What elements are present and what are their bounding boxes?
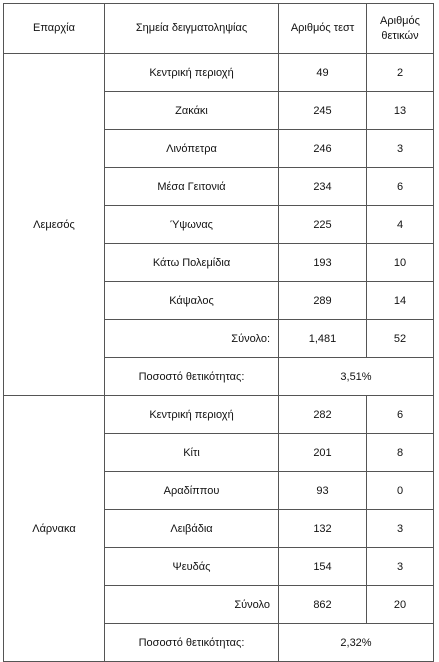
- positives-cell: 13: [367, 92, 434, 130]
- sampling-point-cell: Κάτω Πολεμίδια: [105, 244, 279, 282]
- tests-cell: 201: [279, 434, 367, 472]
- tests-cell: 246: [279, 130, 367, 168]
- total-label: Σύνολο:: [105, 320, 279, 358]
- tests-cell: 132: [279, 510, 367, 548]
- total-positives: 20: [367, 586, 434, 624]
- positivity-rate-value: 3,51%: [279, 358, 434, 396]
- header-positives: Αριθμός θετικών: [367, 4, 434, 54]
- table-body: [4, 54, 434, 662]
- header-tests: Αριθμός τεστ: [279, 4, 367, 54]
- sampling-point-cell: Λειβάδια: [105, 510, 279, 548]
- positivity-rate-label: Ποσοστό θετικότητας:: [105, 358, 279, 396]
- positives-cell: 14: [367, 282, 434, 320]
- positives-cell: 3: [367, 548, 434, 586]
- positives-cell: 0: [367, 472, 434, 510]
- table-row: [4, 54, 434, 92]
- sampling-point-cell: Ύψωνας: [105, 206, 279, 244]
- sampling-point-cell: Κίτι: [105, 434, 279, 472]
- province-cell: Λεμεσός: [4, 54, 105, 396]
- tests-cell: 234: [279, 168, 367, 206]
- sampling-point-cell: Ψευδάς: [105, 548, 279, 586]
- header-province: Επαρχία: [4, 4, 105, 54]
- results-table: [3, 3, 434, 662]
- positives-cell: 3: [367, 510, 434, 548]
- positives-cell: 6: [367, 168, 434, 206]
- sampling-point-cell: Ζακάκι: [105, 92, 279, 130]
- total-label: Σύνολο: [105, 586, 279, 624]
- sampling-point-cell: Μέσα Γειτονιά: [105, 168, 279, 206]
- sampling-point-cell: Αραδίππου: [105, 472, 279, 510]
- positives-cell: 3: [367, 130, 434, 168]
- sampling-point-cell: Κάψαλος: [105, 282, 279, 320]
- total-tests: 862: [279, 586, 367, 624]
- tests-cell: 154: [279, 548, 367, 586]
- tests-cell: 282: [279, 396, 367, 434]
- sampling-point-cell: Κεντρική περιοχή: [105, 396, 279, 434]
- positives-cell: 10: [367, 244, 434, 282]
- table-row: [4, 396, 434, 434]
- total-positives: 52: [367, 320, 434, 358]
- tests-cell: 245: [279, 92, 367, 130]
- sampling-point-cell: Κεντρική περιοχή: [105, 54, 279, 92]
- tests-cell: 93: [279, 472, 367, 510]
- positives-cell: 8: [367, 434, 434, 472]
- positives-cell: 6: [367, 396, 434, 434]
- province-cell: Λάρνακα: [4, 396, 105, 662]
- positivity-rate-label: Ποσοστό θετικότητας:: [105, 624, 279, 662]
- tests-cell: 193: [279, 244, 367, 282]
- positives-cell: 2: [367, 54, 434, 92]
- total-tests: 1,481: [279, 320, 367, 358]
- tests-cell: 289: [279, 282, 367, 320]
- positives-cell: 4: [367, 206, 434, 244]
- tests-cell: 225: [279, 206, 367, 244]
- header-sampling-points: Σημεία δειγματοληψίας: [105, 4, 279, 54]
- header-row: [4, 4, 434, 54]
- sampling-point-cell: Λινόπετρα: [105, 130, 279, 168]
- tests-cell: 49: [279, 54, 367, 92]
- positivity-rate-value: 2,32%: [279, 624, 434, 662]
